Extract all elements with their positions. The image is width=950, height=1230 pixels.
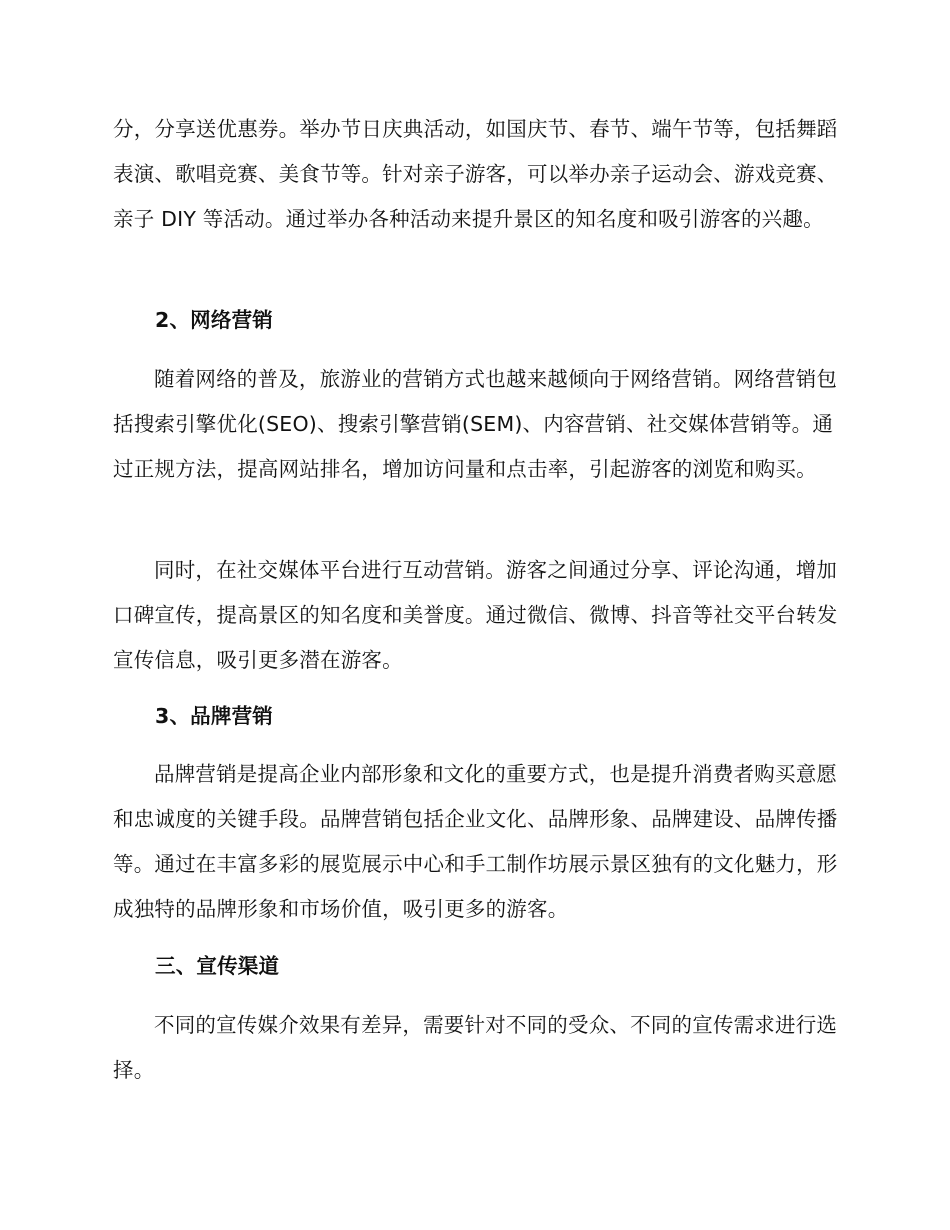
paragraph-brand-marketing: 品牌营销是提高企业内部形象和文化的重要方式，也是提升消费者购买意愿和忠诚度的关键手段。品牌营销包括企业文化、品牌形象、品牌建设、品牌传播等。通过在丰富多彩的展览展示中心和手工制作坊展示景区独有的文化魅力，形成独特的品牌形象和市场价值，吸引更多的游客。 xyxy=(113,762,838,921)
heading-promotion-channels: 三、宣传渠道 xyxy=(155,954,280,978)
paragraph-network-marketing: 随着网络的普及，旅游业的营销方式也越来越倾向于网络营销。网络营销包括搜索引擎优化(SEO)、搜索引擎营销(SEM)、内容营销、社交媒体营销等。通过正规方法，提高网站排名，增加访问量和点击率，引起游客的浏览和购买。 xyxy=(113,367,838,481)
paragraph-activity-marketing-continued: 分，分享送优惠券。举办节日庆典活动，如国庆节、春节、端午节等，包括舞蹈表演、歌唱竞赛、美食节等。针对亲子游客，可以举办亲子运动会、游戏竞赛、亲子 DIY 等活动。通过举办各种活动来提升景区的知名度和吸引游客的兴趣。 xyxy=(113,117,838,231)
heading-brand-marketing: 3、品牌营销 xyxy=(155,704,273,728)
paragraph-social-media-marketing: 同时，在社交媒体平台进行互动营销。游客之间通过分享、评论沟通，增加口碑宣传，提高景区的知名度和美誉度。通过微信、微博、抖音等社交平台转发宣传信息，吸引更多潜在游客。 xyxy=(113,558,838,672)
paragraph-promotion-channels: 不同的宣传媒介效果有差异，需要针对不同的受众、不同的宣传需求进行选择。 xyxy=(113,1013,838,1082)
heading-network-marketing: 2、网络营销 xyxy=(155,308,273,332)
